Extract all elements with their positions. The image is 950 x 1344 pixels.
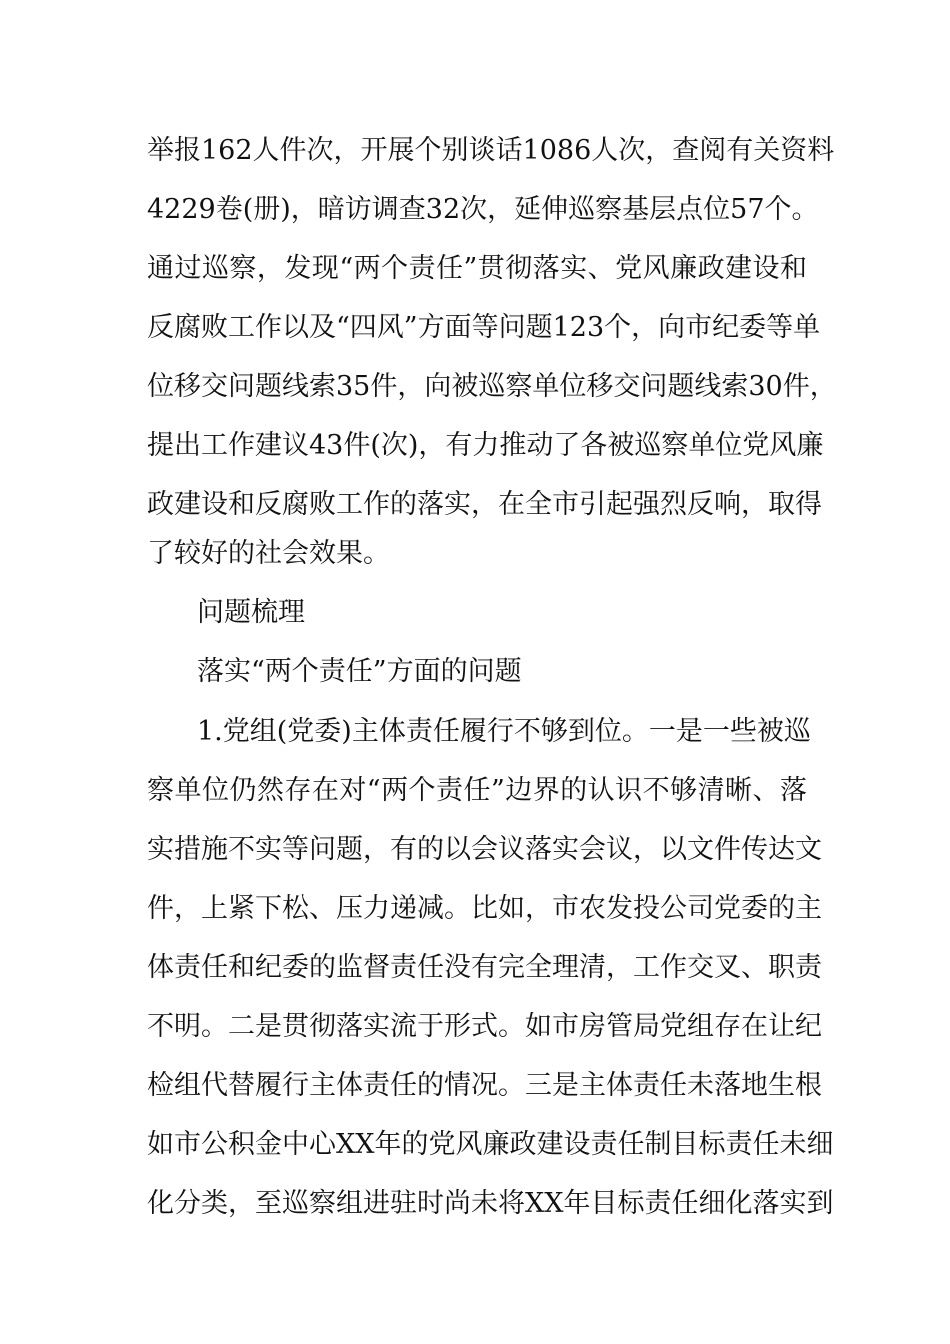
text-line-4: 反腐败工作以及“四风”方面等问题123个，向市纪委等单 [147, 312, 821, 343]
text-line-1: 举报162人件次，开展个别谈话1086人次，查阅有关资料 [147, 135, 835, 166]
text-line-7: 政建设和反腐败工作的落实，在全市引起强烈反响，取得 [147, 489, 822, 520]
text-line-5: 位移交问题线索35件，向被巡察单位移交问题线索30件， [147, 371, 837, 402]
text-line-2: 4229卷(册)，暗访调查32次，延伸巡察基层点位57个。 [147, 194, 819, 225]
text-line-3: 通过巡察，发现“两个责任”贯彻落实、党风廉政建设和 [147, 253, 807, 284]
text-line-17: 检组代替履行主体责任的情况。三是主体责任未落地生根 [147, 1070, 822, 1101]
text-line-19: 化分类，至巡察组进驻时尚未将XX年目标责任细化落实到 [147, 1188, 834, 1219]
text-line-16: 不明。二是贯彻落实流于形式。如市房管局党组存在让纪 [147, 1011, 822, 1042]
subsection-heading: 落实“两个责任”方面的问题 [197, 656, 522, 687]
text-line-15: 体责任和纪委的监督责任没有完全理清，工作交叉、职责 [147, 952, 822, 983]
text-line-18: 如市公积金中心XX年的党风廉政建设责任制目标责任未细 [147, 1129, 834, 1160]
section-heading: 问题梳理 [197, 597, 305, 628]
text-line-14: 件，上紧下松、压力递减。比如，市农发投公司党委的主 [147, 893, 822, 924]
text-line-12: 察单位仍然存在对“两个责任”边界的认识不够清晰、落 [147, 775, 807, 806]
text-line-6: 提出工作建议43件(次)，有力推动了各被巡察单位党风廉 [147, 430, 824, 461]
text-line-11: 1.党组(党委)主体责任履行不够到位。一是一些被巡 [197, 716, 811, 747]
text-line-8: 了较好的社会效果。 [147, 538, 390, 569]
text-line-13: 实措施不实等问题，有的以会议落实会议，以文件传达文 [147, 834, 822, 865]
